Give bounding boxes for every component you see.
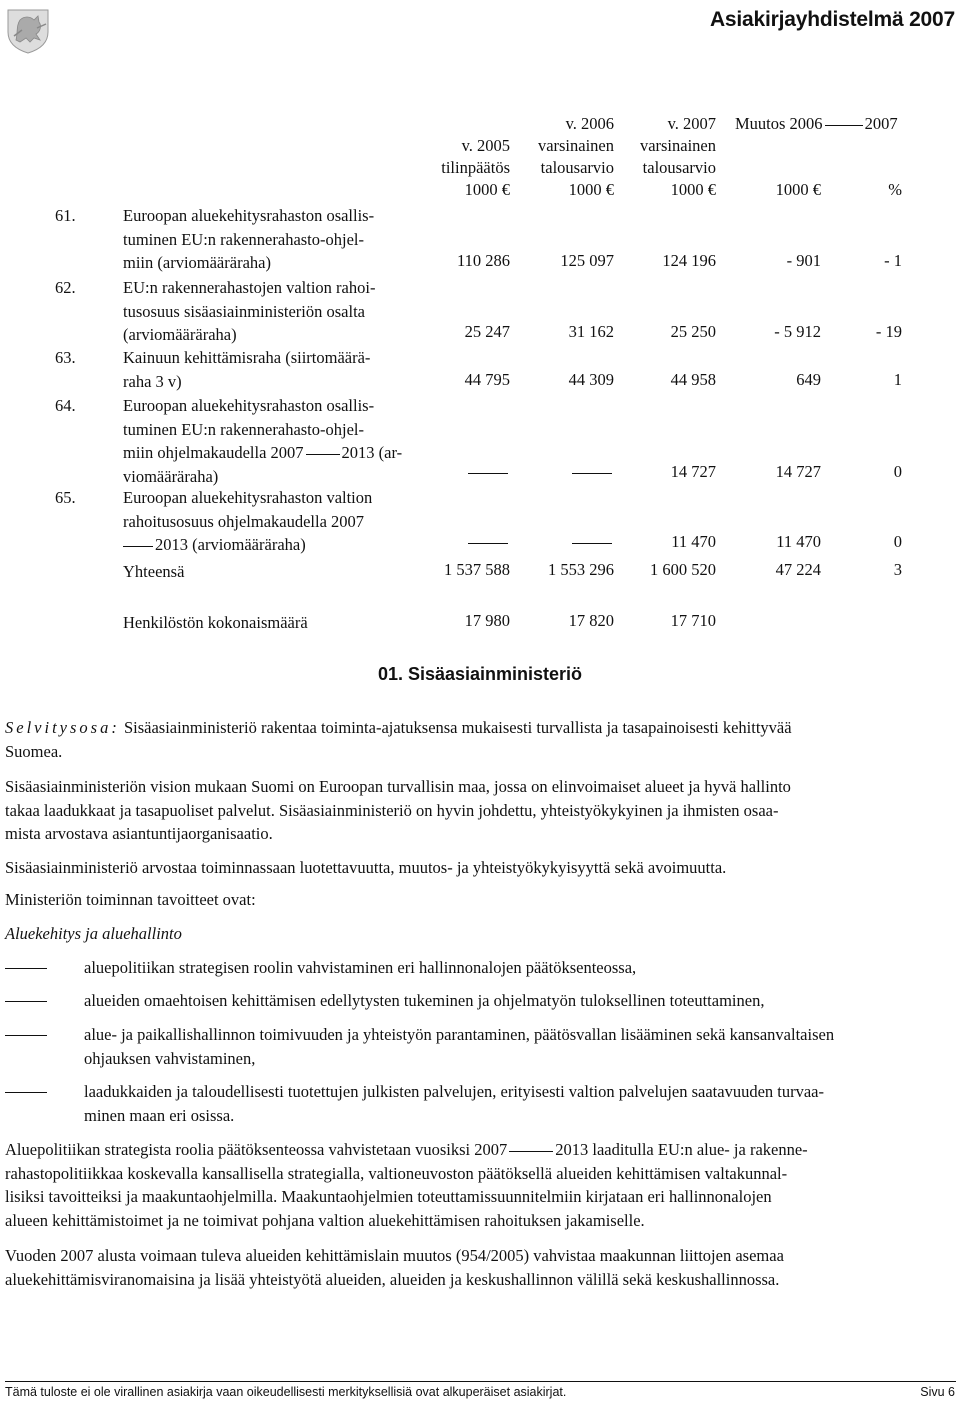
cell-value: - 1: [884, 251, 902, 270]
row-label: EU:n rakennerahastojen valtion rahoi- tusosuus sisäasiainministeriön osalta (arviomääräraha): [123, 278, 376, 344]
row-label: Euroopan aluekehitysrahaston osallis- tuminen EU:n rakennerahasto-ohjel- miin (arviomääräraha): [123, 206, 375, 272]
section-title: 01. Sisäasiainministeriö: [377, 664, 583, 684]
col-header-percent: %: [888, 180, 902, 199]
row-number: 63.: [55, 348, 76, 367]
col-header-change: Muutos 2006 2007: [735, 114, 898, 133]
cell-value: 25 247: [464, 322, 510, 341]
paragraph-vision: Sisäasiainministeriön vision mukaan Suomi on Euroopan turvallisin maa, jossa on elinvoimaiset alueet ja hyvä hallinto takaa laadukkaat ja tasapuoliset palvelut. Sisäasiainministeriö on hyvin johdettu, yhteistyökykyinen ja ihmisten osaa- mista arvostava asiantuntijaorganisaatio.: [5, 777, 791, 843]
row-number: 62.: [55, 278, 76, 297]
col-header-2007: v. 2007 varsinainen talousarvio 1000 €: [639, 114, 716, 199]
cell-value: 1 537 588: [444, 560, 510, 579]
dash-bullet-icon: [5, 1092, 47, 1093]
cell-value: 1 553 296: [548, 560, 614, 579]
coat-of-arms-lion-icon: [4, 6, 52, 54]
cell-value: 17 820: [568, 611, 614, 630]
empty-dash: [468, 462, 510, 482]
cell-value: - 5 912: [774, 322, 821, 341]
col-header-2005: v. 2005 tilinpäätös 1000 €: [441, 136, 510, 199]
col-header-change-unit: 1000 €: [775, 180, 821, 199]
paragraph-values: Sisäasiainministeriö arvostaa toiminnassaan luotettavuutta, muutos- ja yhteistyökykyisyyttä sekä avoimuutta.: [5, 858, 727, 877]
cell-value: 124 196: [662, 251, 716, 270]
document-title: Asiakirjayhdistelmä 2007: [709, 8, 955, 31]
footer-note: Tämä tuloste ei ole virallinen asiakirja vaan oikeudellisesti merkityksellisiä ovat alkuperäiset asiakirjat.: [5, 1385, 567, 1399]
row-label: Kainuun kehittämisraha (siirtomäärä- raha 3 v): [123, 348, 371, 391]
cell-value: - 19: [875, 322, 902, 341]
paragraph-selvitysosa: Selvitysosa: Sisäasiainministeriö rakentaa toiminta-ajatuksensa mukaisesti turvallista ja tasapainoisesti kehittyvää Suomea.: [5, 718, 792, 761]
cell-value: 47 224: [775, 560, 821, 579]
dash-bullet-icon: [5, 968, 47, 969]
cell-value: - 901: [786, 251, 821, 270]
selvitysosa-label: Selvitysosa:: [5, 718, 120, 737]
cell-value: 25 250: [670, 322, 716, 341]
row-label: Euroopan aluekehitysrahaston valtion rahoitusosuus ohjelmakaudella 2007 2013 (arviomääräraha): [123, 488, 373, 554]
dash-bullet-icon: [5, 1035, 47, 1036]
row-number: 61.: [55, 206, 76, 225]
empty-dash: [572, 532, 614, 552]
cell-value: 1 600 520: [650, 560, 716, 579]
cell-value: 44 795: [464, 370, 510, 389]
cell-value: 0: [893, 462, 902, 481]
paragraph-law-change: Vuoden 2007 alusta voimaan tuleva alueiden kehittämislain muutos (954/2005) vahvistaa maakunnan liittojen asemaa aluekehittämisviranomaisina ja lisää yhteistyötä alueiden, alueiden ja keskushallinnon välillä sekä keskushallinnossa.: [5, 1246, 784, 1289]
cell-value: 11 470: [671, 532, 716, 551]
dash-bullet-icon: [5, 1001, 47, 1002]
cell-value: 649: [796, 370, 821, 389]
cell-value: 17 980: [464, 611, 510, 630]
footer-divider: [5, 1381, 956, 1382]
staff-label: Henkilöstön kokonaismäärä: [123, 613, 308, 632]
cell-value: 125 097: [560, 251, 614, 270]
cell-value: 31 162: [568, 322, 614, 341]
paragraph-strategy: Aluepolitiikan strategista roolia päätöksenteossa vahvistetaan vuosiksi 2007 2013 laaditulla EU:n alue- ja rakenne- rahastopolitiikkaa koskevalla kansallisella strategialla, valtioneuvoston päätöksellä alueiden kehittämisen valtakunnal- lisiksi tavoitteiksi ja maakuntaohjelmilla. Maakuntaohjelmien toteuttamissuunnitelmiin kirjataan eri hallinnonalojen alueen kehittämistoimet ja ne toimivat pohjana valtion aluekehittämisen rahoituksen jakamiselle.: [5, 1140, 808, 1230]
empty-dash: [468, 532, 510, 552]
subheading: Aluekehitys ja aluehallinto: [5, 924, 182, 943]
cell-value: 1: [893, 370, 902, 389]
page-number: Sivu 6: [920, 1385, 955, 1399]
paragraph-goals-intro: Ministeriön toiminnan tavoitteet ovat:: [5, 890, 256, 909]
cell-value: 3: [893, 560, 902, 579]
row-label: Euroopan aluekehitysrahaston osallis- tuminen EU:n rakennerahasto-ohjel- miin ohjelmakaudella 2007 2013 (ar- viomääräraha): [123, 396, 403, 486]
row-number: 65.: [55, 488, 76, 507]
cell-value: 14 727: [775, 462, 821, 481]
cell-value: 14 727: [670, 462, 716, 481]
cell-value: 11 470: [776, 532, 821, 551]
col-header-2006: v. 2006 varsinainen talousarvio 1000 €: [537, 114, 614, 199]
cell-value: 17 710: [670, 611, 716, 630]
cell-value: 110 286: [456, 251, 510, 270]
empty-dash: [572, 462, 614, 482]
cell-value: 44 309: [568, 370, 614, 389]
total-label: Yhteensä: [123, 562, 185, 581]
row-number: 64.: [55, 396, 76, 415]
cell-value: 0: [893, 532, 902, 551]
cell-value: 44 958: [670, 370, 716, 389]
